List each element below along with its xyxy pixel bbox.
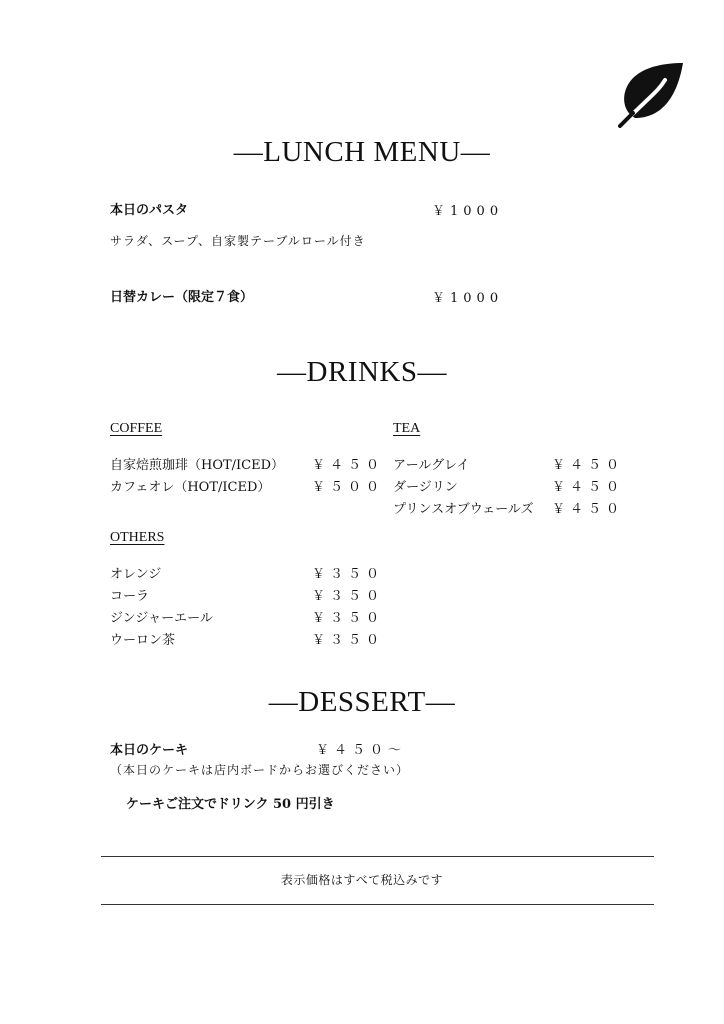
drinks-section-title: ―DRINKS― bbox=[277, 356, 447, 388]
dessert-drink-offer: ケーキご注文でドリンク 50 円引き bbox=[126, 797, 335, 812]
dessert-section-title: ―DESSERT― bbox=[268, 686, 456, 718]
tea-item-name: プリンスオブウェールズ bbox=[393, 502, 534, 517]
lunch-item-pasta-note: サラダ、スープ、自家製テーブルロール付き bbox=[110, 234, 366, 248]
others-category-label: OTHERS bbox=[110, 530, 165, 545]
coffee-item-price: ￥４５０ bbox=[312, 458, 385, 473]
coffee-category-label: COFFEE bbox=[110, 421, 163, 436]
others-item-name: ジンジャーエール bbox=[110, 611, 213, 626]
tax-included-note: 表示価格はすべて税込みです bbox=[280, 873, 444, 887]
dessert-item-price: ￥４５０～ bbox=[316, 743, 407, 758]
dessert-item-name: 本日のケーキ bbox=[110, 743, 189, 758]
lunch-section-title: ―LUNCH MENU― bbox=[233, 136, 491, 168]
lunch-item-pasta-name: 本日のパスタ bbox=[110, 203, 189, 218]
tea-item-name: ダージリン bbox=[393, 480, 458, 495]
lunch-item-pasta-price: ￥1000 bbox=[432, 204, 504, 219]
dessert-note: （本日のケーキは店内ボードからお選びください） bbox=[110, 763, 410, 777]
footer-top-divider bbox=[101, 856, 654, 857]
coffee-item-name: カフェオレ（HOT/ICED） bbox=[110, 480, 271, 495]
tea-item-name: アールグレイ bbox=[393, 458, 470, 473]
leaf-icon bbox=[617, 62, 687, 128]
others-item-price: ￥３５０ bbox=[312, 567, 385, 582]
others-item-price: ￥３５０ bbox=[312, 633, 385, 648]
others-item-name: ウーロン茶 bbox=[110, 633, 176, 648]
coffee-item-price: ￥５００ bbox=[312, 480, 385, 495]
coffee-item-name: 自家焙煎珈琲（HOT/ICED） bbox=[110, 458, 285, 473]
tea-item-price: ￥４５０ bbox=[552, 458, 625, 473]
lunch-item-curry-name: 日替カレー（限定７食） bbox=[110, 290, 254, 305]
tea-item-price: ￥４５０ bbox=[552, 480, 625, 495]
footer-bottom-divider bbox=[101, 904, 654, 905]
others-item-name: コーラ bbox=[110, 589, 150, 604]
others-item-price: ￥３５０ bbox=[312, 611, 385, 626]
tea-category-label: TEA bbox=[393, 421, 421, 436]
others-item-name: オレンジ bbox=[110, 567, 162, 582]
lunch-item-curry-price: ￥1000 bbox=[432, 291, 504, 306]
tea-item-price: ￥４５０ bbox=[552, 502, 625, 517]
others-item-price: ￥３５０ bbox=[312, 589, 385, 604]
